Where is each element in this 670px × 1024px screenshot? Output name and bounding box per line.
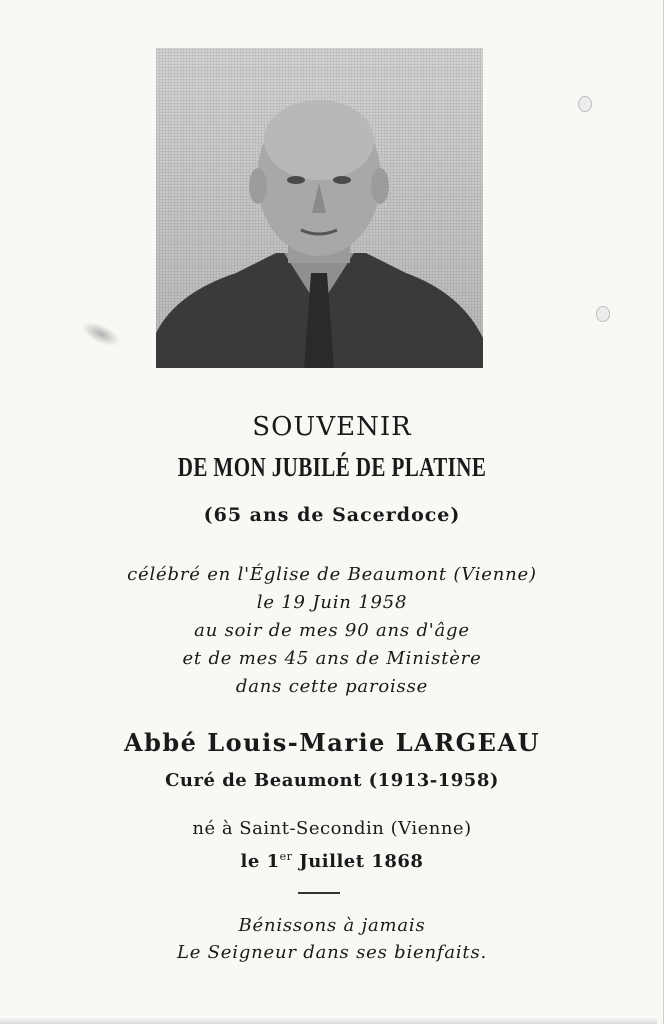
birth-place: né à Saint-Secondin (Vienne) [192, 818, 472, 839]
celebration-line: et de mes 45 ans de Ministère [182, 648, 482, 669]
divider [298, 892, 340, 894]
birth-date-superscript: er [279, 850, 293, 863]
punch-hole-mark [578, 96, 592, 112]
left-ear [249, 168, 267, 204]
left-eye [287, 176, 305, 184]
celebration-line: dans cette paroisse [235, 676, 429, 697]
celebration-line: au soir de mes 90 ans d'âge [194, 620, 470, 641]
blessing-line: Bénissons à jamais [238, 915, 426, 936]
portrait-photo [156, 48, 483, 368]
priest-name: Abbé Louis-Marie LARGEAU [123, 728, 540, 757]
birth-date-suffix: Juillet 1868 [292, 851, 424, 872]
cure-line: Curé de Beaumont (1913-1958) [165, 770, 499, 791]
punch-hole-mark [596, 306, 610, 322]
right-ear [371, 168, 389, 204]
birth-date-prefix: le 1 [240, 851, 280, 872]
head-shading [264, 100, 374, 180]
portrait-figure [156, 48, 483, 368]
blessing-line: Le Seigneur dans ses bienfaits. [176, 942, 488, 963]
card-subtitle: DE MON JUBILÉ DE PLATINE [177, 452, 487, 482]
scan-edge [0, 1016, 657, 1024]
celebration-line: le 19 Juin 1958 [256, 592, 408, 613]
birth-date [0, 850, 664, 872]
celebration-line: célébré en l'Église de Beaumont (Vienne) [127, 564, 537, 585]
card-title: SOUVENIR [252, 412, 412, 442]
right-eye [333, 176, 351, 184]
ink-smudge [78, 317, 124, 351]
sacerdoce-line: (65 ans de Sacerdoce) [203, 504, 461, 526]
